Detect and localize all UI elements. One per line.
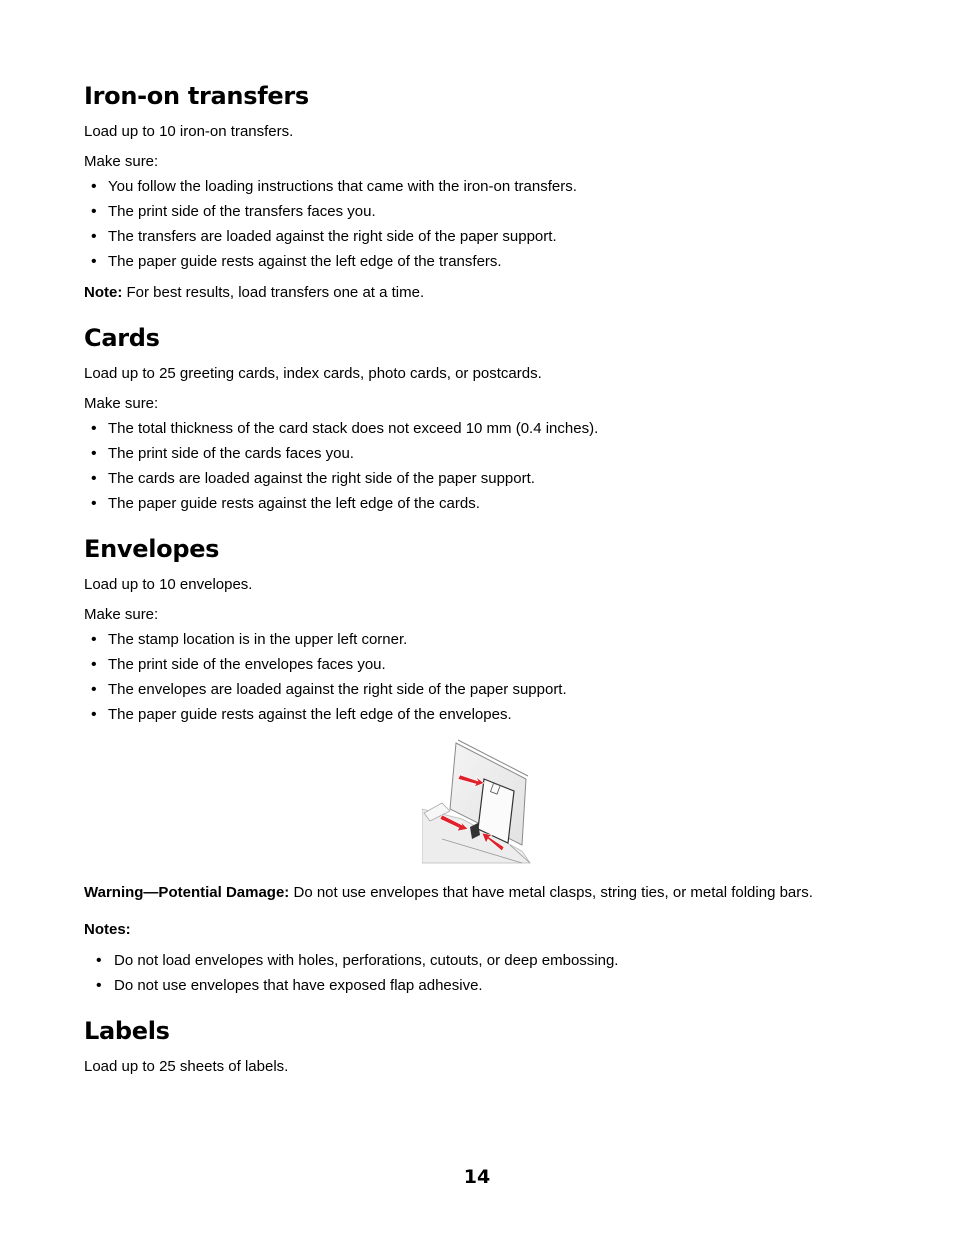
list-item: • You follow the loading instructions that came with the iron-on transfers. [84, 178, 577, 203]
envelopes-make-sure: Make sure: [84, 606, 159, 623]
warning-label: Warning—Potential Damage: [84, 884, 290, 901]
list-item: • Do not load envelopes with holes, perforations, cutouts, or deep embossing. [84, 952, 618, 977]
iron-intro: Load up to 10 iron-on transfers. [84, 123, 294, 140]
heading-iron-on-transfers: Iron-on transfers [84, 82, 309, 110]
iron-make-sure: Make sure: [84, 153, 159, 170]
warning-text: Do not use envelopes that have metal clasps, string ties, or metal folding bars. [289, 884, 813, 901]
cards-intro: Load up to 25 greeting cards, index cards, photo cards, or postcards. [84, 365, 542, 382]
envelopes-bullet-list [84, 631, 567, 731]
envelopes-notes-list [84, 952, 618, 1002]
list-item: • The paper guide rests against the left edge of the cards. [84, 495, 598, 520]
list-item: • The paper guide rests against the left edge of the transfers. [84, 253, 577, 278]
heading-labels: Labels [84, 1017, 170, 1045]
heading-cards: Cards [84, 324, 160, 352]
page-number: 14 [463, 1166, 491, 1188]
list-item: • The transfers are loaded against the right side of the paper support. [84, 228, 577, 253]
envelope-loading-illustration [422, 739, 532, 865]
printer-paper-support-icon [422, 739, 532, 865]
note-text: For best results, load transfers one at a time. [122, 284, 425, 301]
note-label: Note: [84, 284, 123, 301]
list-item: • The envelopes are loaded against the right side of the paper support. [84, 681, 567, 706]
list-item: • The stamp location is in the upper left corner. [84, 631, 567, 656]
labels-intro: Load up to 25 sheets of labels. [84, 1058, 289, 1075]
list-item: • The cards are loaded against the right side of the paper support. [84, 470, 598, 495]
envelopes-intro: Load up to 10 envelopes. [84, 576, 253, 593]
list-item: • The total thickness of the card stack does not exceed 10 mm (0.4 inches). [84, 420, 598, 445]
iron-note [84, 284, 424, 302]
cards-make-sure: Make sure: [84, 395, 159, 412]
heading-envelopes: Envelopes [84, 535, 220, 563]
cards-bullet-list [84, 420, 598, 520]
list-item: • The print side of the cards faces you. [84, 445, 598, 470]
list-item: • The paper guide rests against the left edge of the envelopes. [84, 706, 567, 731]
list-item: • The print side of the transfers faces you. [84, 203, 577, 228]
iron-bullet-list [84, 178, 577, 278]
notes-label-text: Notes: [84, 921, 131, 938]
warning [84, 884, 813, 902]
list-item: • The print side of the envelopes faces you. [84, 656, 567, 681]
notes-label [84, 921, 131, 939]
list-item: • Do not use envelopes that have exposed flap adhesive. [84, 977, 618, 1002]
